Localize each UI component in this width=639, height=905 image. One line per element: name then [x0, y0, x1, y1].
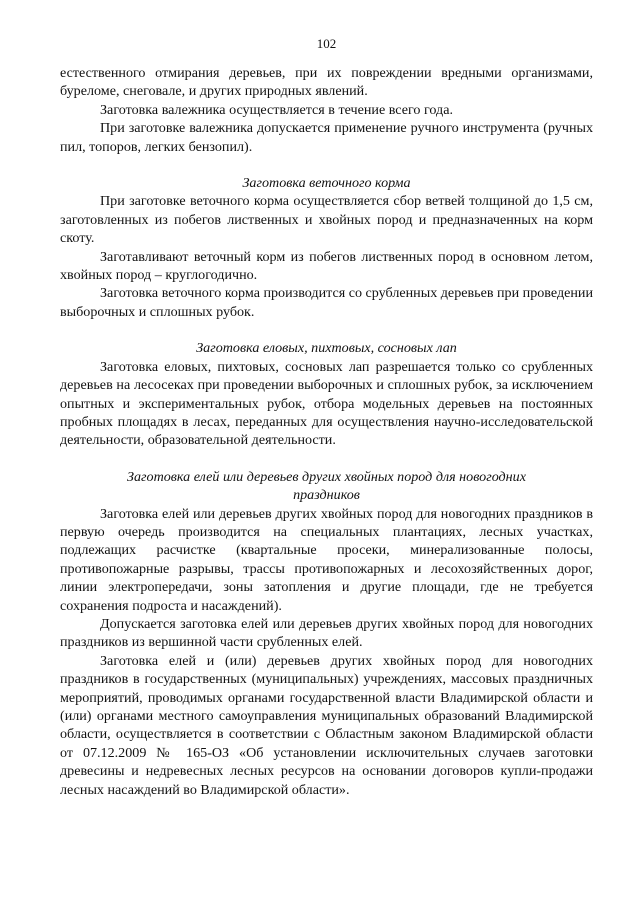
section-heading: Заготовка еловых, пихтовых, сосновых лап — [196, 340, 457, 357]
paragraph: естественного отмирания деревьев, при их повреждении вредными организмами, буреломе, снеговале, и других природных явлений. — [60, 65, 593, 100]
document-page — [60, 36, 593, 799]
section-heading: Заготовка веточного корма — [242, 175, 411, 192]
paragraph: Заготовка елей и (или) деревьев других хвойных пород для новогодних праздников в государственных (муниципальных) учреждениях, массовых праздничных мероприятий, проводимых органами государственной власти Владимирской области и (или) органами местного самоуправления муниципальных образований Владимирской области, осуществляется в соответствии с Областным законом Владимирской области от 07.12.2009 № 165-ОЗ «Об установлении исключительных случаев заготовки древесины и недревесных лесных ресурсов на основании договоров купли-продажи лесных насаждений во Владимирской области». — [60, 652, 593, 798]
spacer — [60, 321, 593, 339]
paragraph: Заготовка еловых, пихтовых, сосновых лап разрешается только со срубленных деревьев на лесосеках при проведении выборочных и сплошных рубок, за исключением опытных и экспериментальных рубок, отбора модельных деревьев на постоянных пробных площадях в лесах, переданных для осуществления научно-исследовательской деятельности, образовательной деятельности. — [60, 358, 593, 449]
paragraph: Заготовка веточного корма производится со срубленных деревьев при проведении выборочных и сплошных рубок. — [60, 285, 593, 320]
spacer — [60, 450, 593, 468]
paragraph: Заготавливают веточный корм из побегов лиственных пород в основном летом, хвойных пород – круглогодично. — [60, 248, 593, 284]
paragraph: Заготовка елей или деревьев других хвойных пород для новогодних праздников в первую очередь производится на специальных плантациях, лесных участках, подлежащих расчистке (квартальные просеки, минерализованные полосы, противопожарные разрывы, трассы противопожарных и лесохозяйственных дорог, линии электропередачи, зоны затопления и другие площади, где не требуется сохранения подроста и насаждений). — [60, 505, 593, 614]
paragraph: При заготовке веточного корма осуществляется сбор ветвей толщиной до 1,5 см, заготовленных из побегов лиственных и хвойных пород и предназначенных на корм скоту. — [60, 193, 593, 247]
section-heading: Заготовка елей или деревьев других хвойных пород для новогодних праздников — [127, 468, 526, 504]
spacer — [60, 156, 593, 174]
paragraph: Допускается заготовка елей или деревьев других хвойных пород для новогодних праздников из вершинной части срубленных елей. — [60, 615, 593, 651]
paragraph: Заготовка валежника осуществляется в течение всего года. — [100, 101, 454, 118]
paragraph: При заготовке валежника допускается применение ручного инструмента (ручных пил, топоров, легких бензопил). — [60, 120, 593, 155]
page-number: 102 — [316, 36, 337, 51]
